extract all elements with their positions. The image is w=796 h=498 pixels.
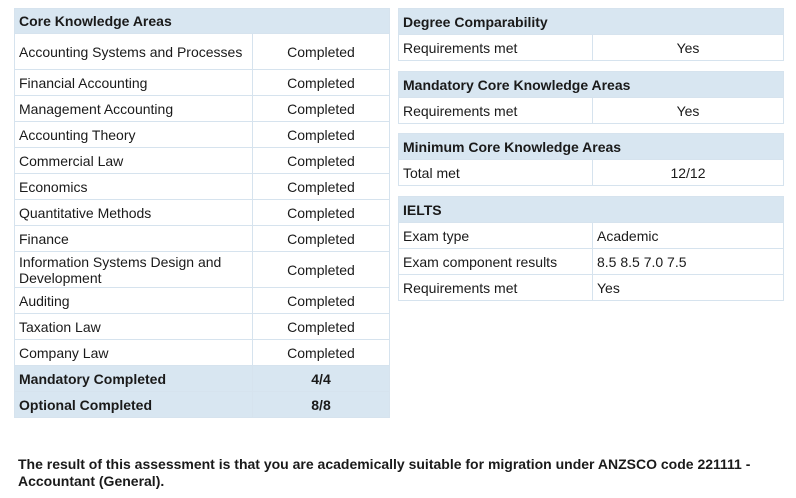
area-name: Financial Accounting: [15, 70, 253, 96]
table-row: [15, 314, 390, 340]
table-row: [399, 275, 784, 301]
ielts-value: Yes: [593, 275, 784, 301]
table-row: [15, 174, 390, 200]
table-row: [399, 223, 784, 249]
area-name: Commercial Law: [15, 148, 253, 174]
area-name: Economics: [15, 174, 253, 200]
core-knowledge-areas-table: [14, 8, 390, 418]
optional-completed-value: 8/8: [253, 392, 390, 418]
area-status: Completed: [253, 96, 390, 122]
table-row: [15, 122, 390, 148]
area-name: Taxation Law: [15, 314, 253, 340]
ielts-title: IELTS: [399, 197, 784, 223]
ielts-label: Exam component results: [399, 249, 593, 275]
area-name: Finance: [15, 226, 253, 252]
area-name: Accounting Systems and Processes: [15, 34, 253, 70]
mandatory-label: Requirements met: [399, 98, 593, 124]
core-header-row: [15, 9, 390, 34]
mandatory-core-table: [398, 71, 784, 124]
core-title: Core Knowledge Areas: [15, 9, 390, 34]
table-row: [15, 340, 390, 366]
area-name: Auditing: [15, 288, 253, 314]
ielts-value: Academic: [593, 223, 784, 249]
ielts-label: Exam type: [399, 223, 593, 249]
table-row: [15, 288, 390, 314]
minimum-value: 12/12: [593, 160, 784, 186]
degree-label: Requirements met: [399, 35, 593, 61]
mandatory-completed-label: Mandatory Completed: [15, 366, 253, 392]
area-name: Accounting Theory: [15, 122, 253, 148]
area-status: Completed: [253, 34, 390, 70]
table-row: [15, 252, 390, 288]
degree-header-row: [399, 9, 784, 35]
area-name: Company Law: [15, 340, 253, 366]
area-status: Completed: [253, 70, 390, 96]
degree-title: Degree Comparability: [399, 9, 784, 35]
table-row: [15, 70, 390, 96]
table-row: [15, 96, 390, 122]
area-name: Management Accounting: [15, 96, 253, 122]
table-row: [399, 35, 784, 61]
table-row: [15, 148, 390, 174]
table-row: [15, 34, 390, 70]
mandatory-completed-row: [15, 366, 390, 392]
mandatory-header-row: [399, 72, 784, 98]
optional-completed-row: [15, 392, 390, 418]
ielts-header-row: [399, 197, 784, 223]
table-row: [399, 249, 784, 275]
ielts-value: 8.5 8.5 7.0 7.5: [593, 249, 784, 275]
minimum-label: Total met: [399, 160, 593, 186]
area-status: Completed: [253, 148, 390, 174]
table-row: [15, 226, 390, 252]
ielts-label: Requirements met: [399, 275, 593, 301]
table-row: [15, 200, 390, 226]
minimum-title: Minimum Core Knowledge Areas: [399, 134, 784, 160]
area-name: Information Systems Design and Development: [15, 252, 253, 288]
area-status: Completed: [253, 200, 390, 226]
mandatory-value: Yes: [593, 98, 784, 124]
optional-completed-label: Optional Completed: [15, 392, 253, 418]
assessment-result-text: The result of this assessment is that you are academically suitable for migration under ANZSCO code 221111 - Accountant (General).: [18, 456, 751, 489]
minimum-header-row: [399, 134, 784, 160]
area-status: Completed: [253, 174, 390, 200]
table-row: [399, 98, 784, 124]
area-status: Completed: [253, 340, 390, 366]
ielts-table: [398, 196, 784, 301]
area-status: Completed: [253, 122, 390, 148]
area-name: Quantitative Methods: [15, 200, 253, 226]
area-status: Completed: [253, 226, 390, 252]
mandatory-completed-value: 4/4: [253, 366, 390, 392]
area-status: Completed: [253, 314, 390, 340]
degree-comparability-table: [398, 8, 784, 61]
area-status: Completed: [253, 252, 390, 288]
minimum-core-table: [398, 133, 784, 186]
mandatory-title: Mandatory Core Knowledge Areas: [399, 72, 784, 98]
degree-value: Yes: [593, 35, 784, 61]
table-row: [399, 160, 784, 186]
area-status: Completed: [253, 288, 390, 314]
